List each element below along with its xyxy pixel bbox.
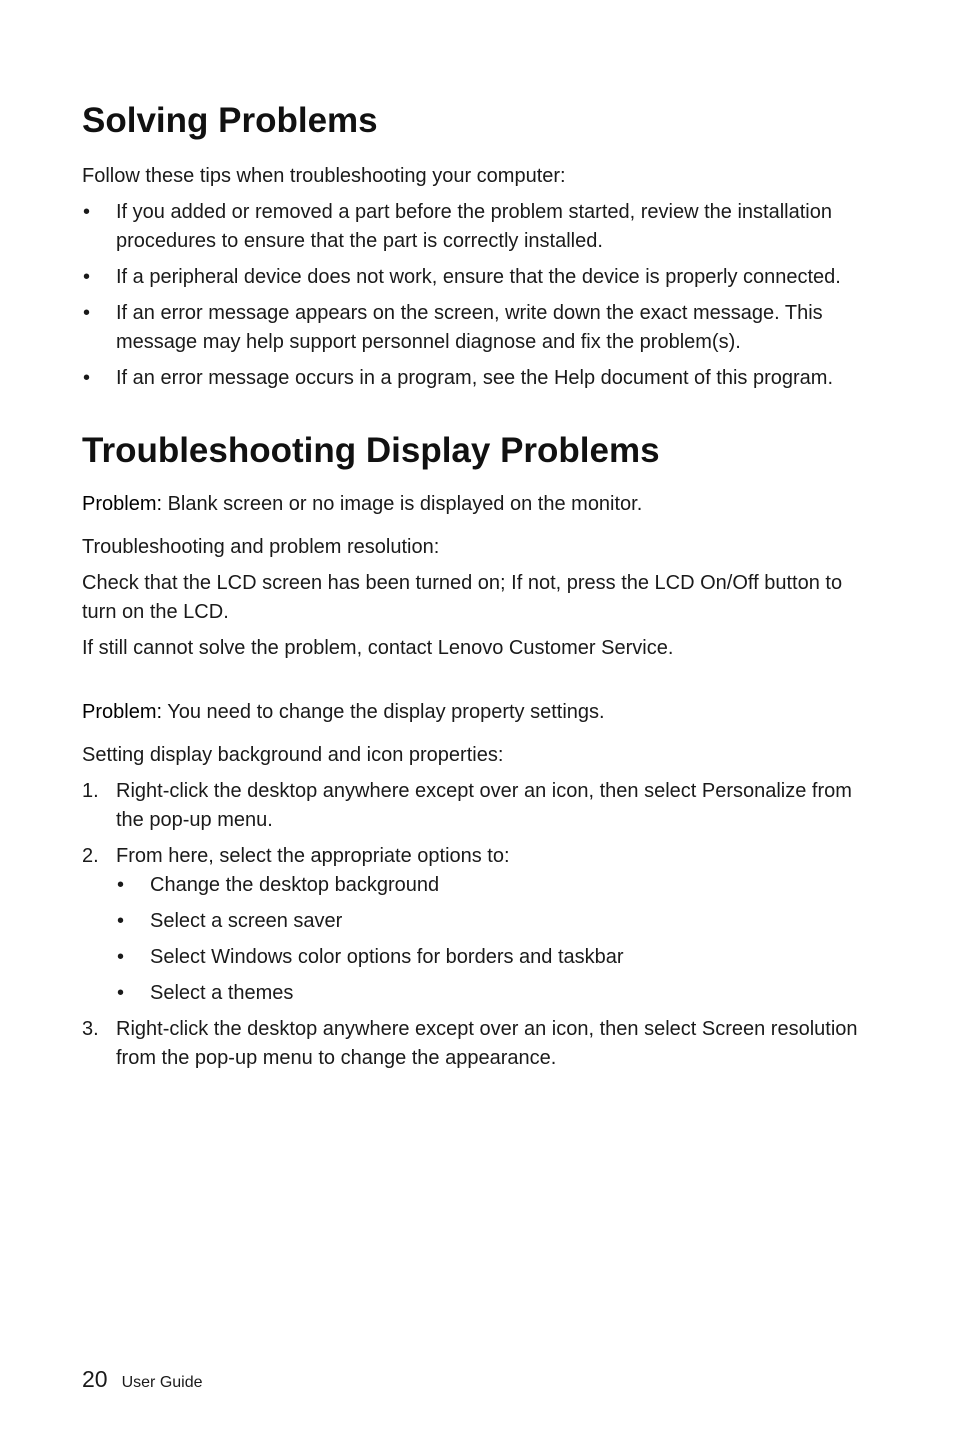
steps-list [82,777,882,1073]
step-text: Right-click the desktop anywhere except over an icon, then select [116,1018,702,1040]
step-item [82,842,882,1008]
problem-text: You need to change the display property settings. [162,701,605,723]
list-item: • Select Windows color options for borders and taskbar [116,943,882,972]
step-item [82,1015,882,1073]
section-title-solving-problems: Solving Problems [82,101,378,140]
tips-list [82,198,882,393]
page-number: 20 [82,1366,108,1392]
step-number: 3. [82,1018,99,1040]
list-item: • Change the desktop background [116,871,882,900]
steps-heading: Setting display background and icon properties: [82,744,504,766]
step-text: from the pop-up menu to change the appearance. [116,1047,557,1069]
problem-label: Problem: [82,493,163,515]
list-item: • Select a screen saver [116,907,882,936]
options-list [116,871,882,1008]
problem-label: Problem: [82,701,163,723]
list-item: • If a peripheral device does not work, ensure that the device is properly connected. [82,263,882,292]
step-text: Right-click the desktop anywhere except over an icon, then select Personalize from the pop-up menu. [116,780,852,831]
step-number: 1. [82,780,99,802]
resolution-heading: Troubleshooting and problem resolution: [82,536,440,558]
guide-title: User Guide [121,1374,203,1391]
list-item: • Select a themes [116,979,882,1008]
step-text-bold: Screen resolution [701,1018,858,1040]
document-page [82,100,882,1080]
spacer [82,670,882,698]
page-footer [82,1366,203,1393]
resolution-paragraph: If still cannot solve the problem, contact Lenovo Customer Service. [82,637,674,659]
step-item [82,777,882,835]
problem-statement-1 [82,490,882,519]
list-item: • If an error message appears on the screen, write down the exact message. This message may help support personnel diagnose and fix the problem(s). [82,299,882,357]
intro-text: Follow these tips when troubleshooting your computer: [82,165,566,187]
list-item: • If an error message occurs in a program, see the Help document of this program. [82,364,882,393]
step-text: From here, select the appropriate options to: [116,845,510,867]
resolution-paragraph: Check that the LCD screen has been turned on; If not, press the LCD On/Off button to turn on the LCD. [82,572,843,623]
list-item: • If you added or removed a part before the problem started, review the installation procedures to ensure that the part is correctly installed. [82,198,882,256]
problem-text: Blank screen or no image is displayed on the monitor. [162,493,643,515]
step-number: 2. [82,845,99,867]
problem-statement-2 [82,698,882,727]
section-title-display-problems: Troubleshooting Display Problems [82,431,660,470]
